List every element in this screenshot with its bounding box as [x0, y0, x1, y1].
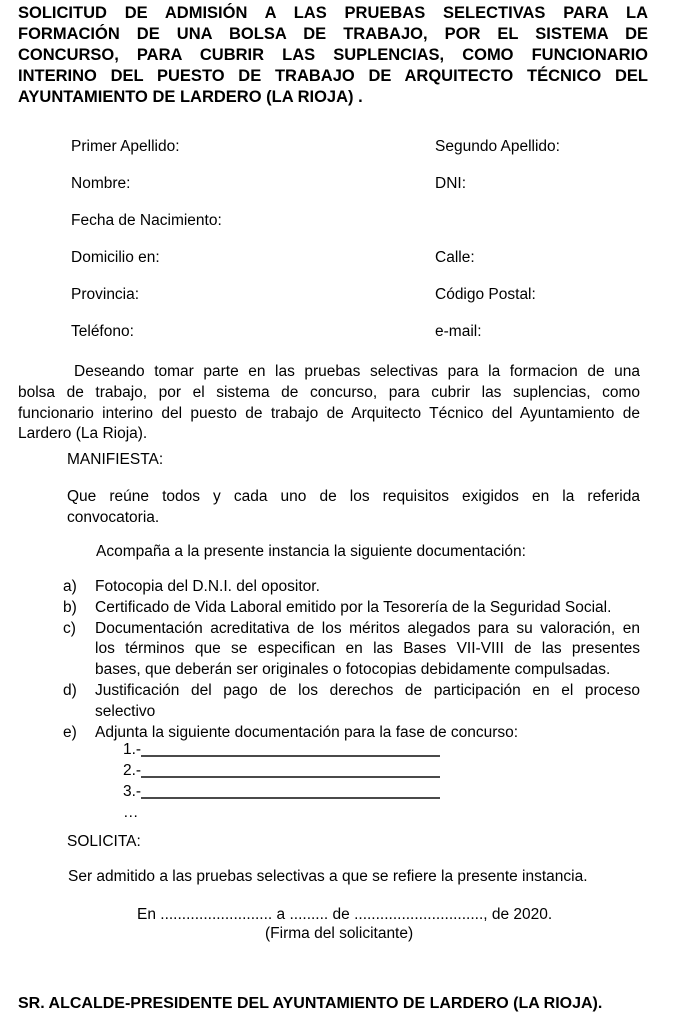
- documentation-list: [63, 577, 640, 743]
- intro-paragraph: [18, 362, 640, 445]
- paragraph-line: convocatoria.: [67, 508, 160, 526]
- blank-line-rule: [141, 754, 440, 757]
- ellipsis-line: …: [123, 804, 139, 821]
- field-label-fecha-nacimiento: Fecha de Nacimiento:: [71, 212, 222, 229]
- field-label-nombre: Nombre:: [71, 175, 131, 192]
- field-row: [18, 322, 640, 359]
- list-item-a: [63, 577, 640, 598]
- field-row: [18, 174, 640, 211]
- paragraph-line: Lardero (La Rioja).: [18, 425, 148, 443]
- list-marker: b): [63, 598, 77, 616]
- manifiesta-heading: MANIFIESTA:: [67, 451, 164, 468]
- signature-caption: (Firma del solicitante): [265, 925, 414, 942]
- field-row: [18, 211, 640, 248]
- field-label-codigo-postal: Código Postal:: [435, 286, 536, 303]
- paragraph-line: funcionario interino del puesto de trabajo de Arquitecto Técnico del Ayuntamiento de: [18, 404, 640, 422]
- list-item-d: [63, 681, 640, 723]
- manifiesta-paragraph: [67, 487, 640, 529]
- blank-line-rule: [141, 775, 440, 778]
- date-line: En .......................... a ......... de .............................., de 2020.: [137, 906, 553, 923]
- blank-line-rule: [141, 796, 440, 799]
- field-row: [18, 137, 640, 174]
- solicita-text: Ser admitido a las pruebas selectivas a que se refiere la presente instancia.: [68, 868, 588, 885]
- title-line: FORMACIÓN DE UNA BOLSA DE TRABAJO, POR EL SISTEMA DE: [18, 25, 648, 43]
- field-label-calle: Calle:: [435, 249, 475, 266]
- page-title: [18, 3, 648, 108]
- field-label-telefono: Teléfono:: [71, 323, 134, 340]
- paragraph-line: Que reúne todos y cada uno de los requisitos exigidos en la referida: [67, 488, 640, 505]
- blank-number: 3.-: [123, 783, 142, 800]
- field-label-dni: DNI:: [435, 175, 466, 192]
- footer-address: SR. ALCALDE-PRESIDENTE DEL AYUNTAMIENTO DE LARDERO (LA RIOJA).: [18, 995, 603, 1012]
- list-item-line: bases, que deberán ser originales o fotocopias debidamente compulsadas.: [95, 661, 611, 679]
- list-item-b: [63, 598, 640, 619]
- field-row: [18, 248, 640, 285]
- field-label-primer-apellido: Primer Apellido:: [71, 138, 180, 155]
- title-line: CONCURSO, PARA CUBRIR LAS SUPLENCIAS, COMO FUNCIONARIO: [18, 46, 648, 64]
- list-marker: d): [63, 681, 77, 699]
- blank-row-3: [123, 782, 440, 803]
- title-line: INTERINO DEL PUESTO DE TRABAJO DE ARQUITECTO TÉCNICO DEL: [18, 67, 648, 85]
- blank-number: 1.-: [123, 741, 142, 758]
- blank-row-2: [123, 761, 440, 782]
- field-label-segundo-apellido: Segundo Apellido:: [435, 138, 560, 155]
- list-item-line: Documentación acreditativa de los méritos alegados para su valoración, en: [95, 619, 640, 637]
- list-item-line: Adjunta la siguiente documentación para la fase de concurso:: [95, 723, 519, 741]
- paragraph-line: bolsa de trabajo, por el sistema de concurso, para cubrir las suplencias, como: [18, 383, 640, 401]
- title-line: SOLICITUD DE ADMISIÓN A LAS PRUEBAS SELECTIVAS PARA LA: [18, 4, 648, 22]
- list-item-line: Fotocopia del D.N.I. del opositor.: [95, 578, 320, 595]
- field-row: [18, 285, 640, 322]
- field-label-domicilio: Domicilio en:: [71, 249, 160, 266]
- list-item-line: los términos que se especifican en las Bases VII-VIII de las presentes: [95, 640, 640, 658]
- list-item-line: Certificado de Vida Laboral emitido por la Tesorería de la Seguridad Social.: [95, 598, 612, 616]
- acompana-line: Acompaña a la presente instancia la siguiente documentación:: [96, 543, 526, 560]
- list-marker: a): [63, 578, 77, 595]
- personal-data-section: [18, 137, 640, 359]
- attachment-blanks: [123, 740, 440, 824]
- title-line: AYUNTAMIENTO DE LARDERO (LA RIOJA) .: [18, 88, 363, 106]
- paragraph-line: Deseando tomar parte en las pruebas selectivas para la formacion de una: [74, 363, 640, 380]
- solicita-heading: SOLICITA:: [67, 833, 141, 850]
- field-label-email: e-mail:: [435, 323, 482, 340]
- blank-row-1: [123, 740, 440, 761]
- list-item-line: selectivo: [95, 702, 156, 720]
- list-item-c: [63, 619, 640, 681]
- list-item-line: Justificación del pago de los derechos de participación en el proceso: [95, 681, 640, 699]
- list-marker: c): [63, 619, 76, 637]
- blank-number: 2.-: [123, 762, 142, 779]
- field-label-provincia: Provincia:: [71, 286, 140, 303]
- list-marker: e): [63, 723, 77, 741]
